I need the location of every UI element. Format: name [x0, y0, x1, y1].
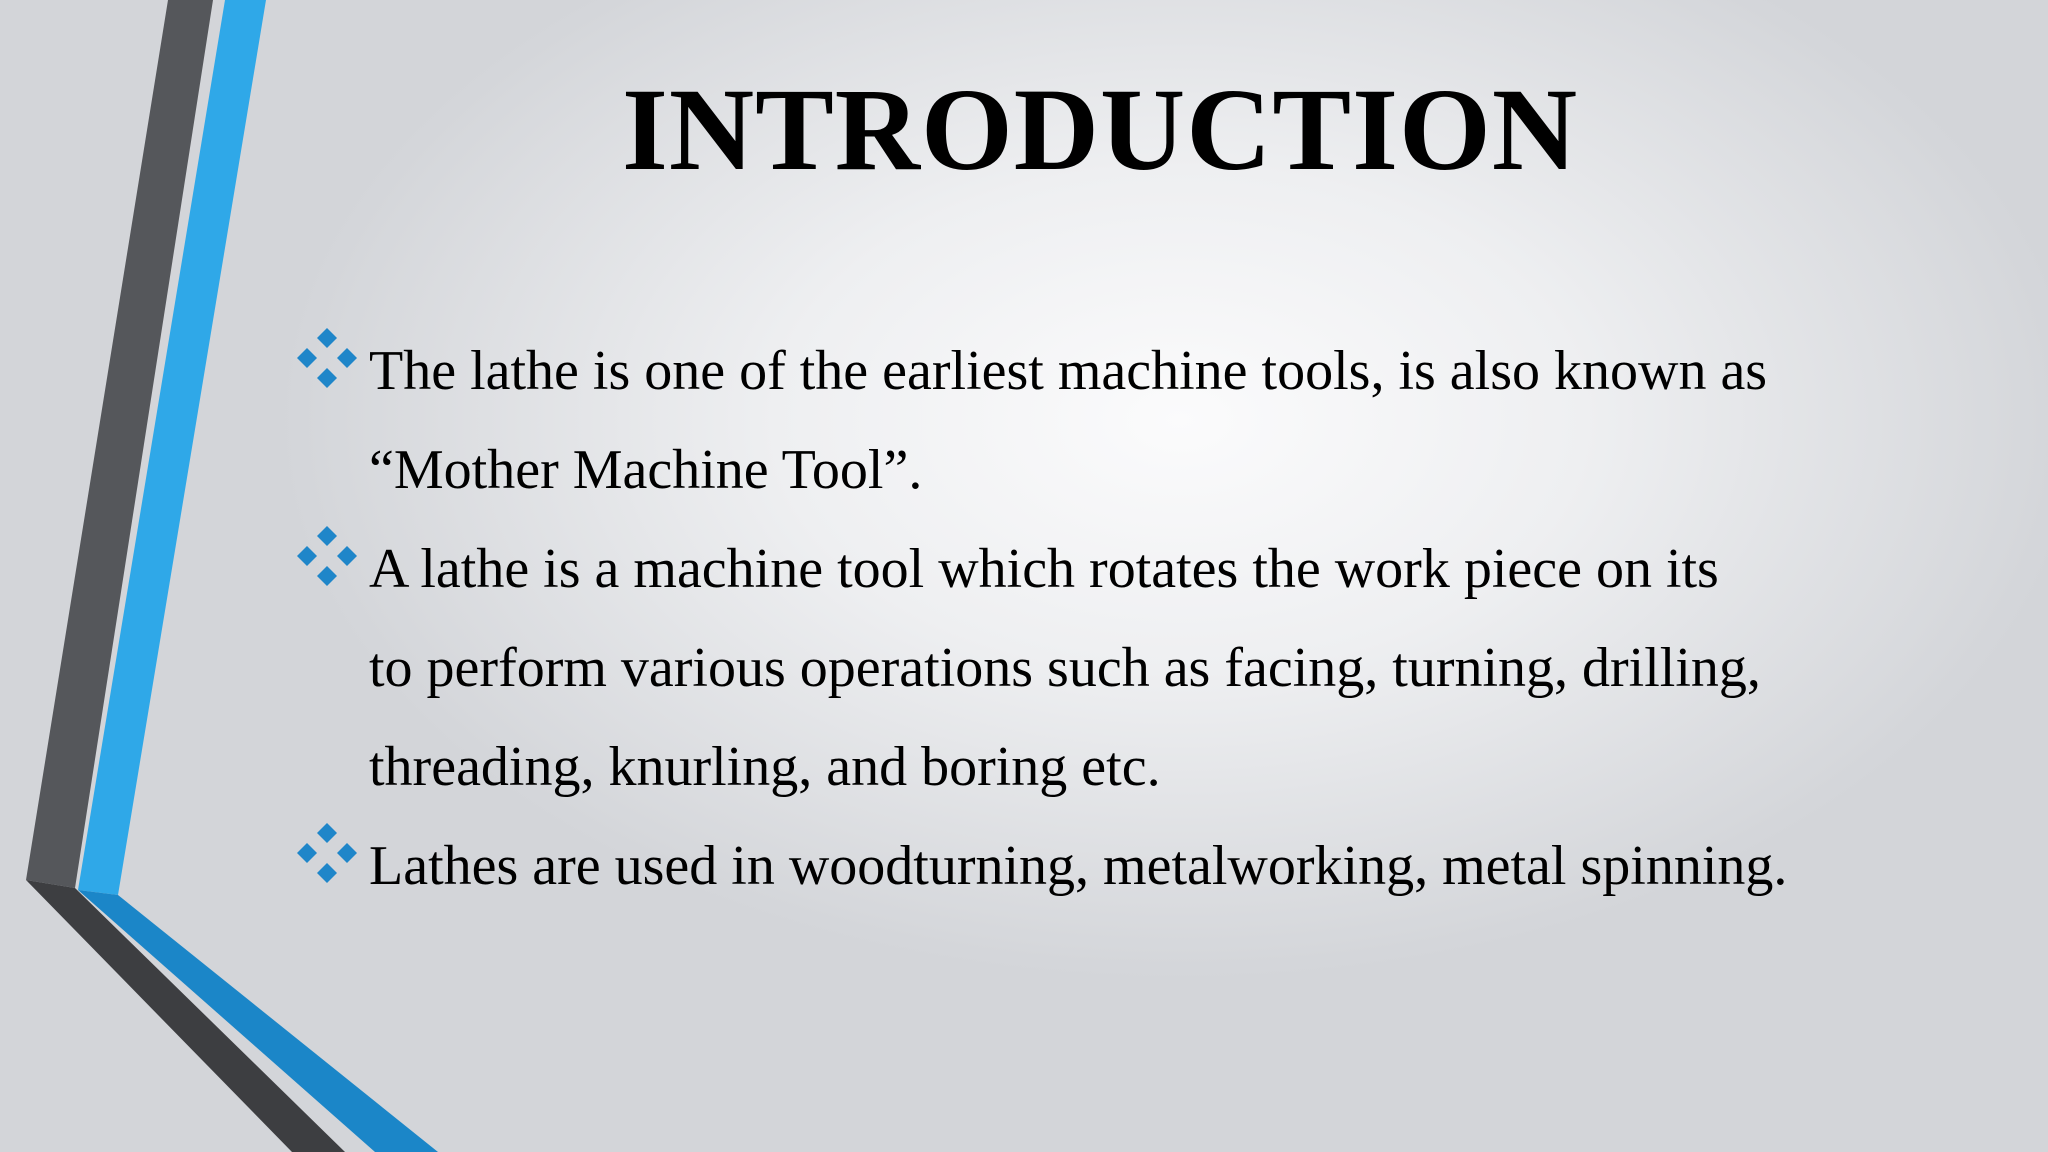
bullet-line: Lathes are used in woodturning, metalworking, metal spinning. — [369, 835, 1788, 897]
bullet-line: to perform various operations such as facing, turning, drilling, — [369, 637, 1761, 699]
bullet-item — [295, 520, 1895, 817]
four-diamond-bullet-icon — [295, 524, 359, 588]
four-diamond-bullet-icon — [295, 821, 359, 885]
bullet-item — [295, 817, 1895, 916]
bullet-line: A lathe is a machine tool which rotates the work piece on its — [369, 538, 1719, 600]
bullet-item — [295, 322, 1895, 520]
bullet-line: “Mother Machine Tool”. — [369, 439, 923, 501]
slide-title: INTRODUCTION — [621, 64, 1579, 195]
bullet-list — [295, 322, 1895, 916]
bullet-line: threading, knurling, and boring etc. — [369, 736, 1161, 798]
four-diamond-bullet-icon — [295, 326, 359, 390]
bullet-line: The lathe is one of the earliest machine tools, is also known as — [369, 340, 1768, 402]
dark-stripe-lower — [26, 880, 345, 1152]
